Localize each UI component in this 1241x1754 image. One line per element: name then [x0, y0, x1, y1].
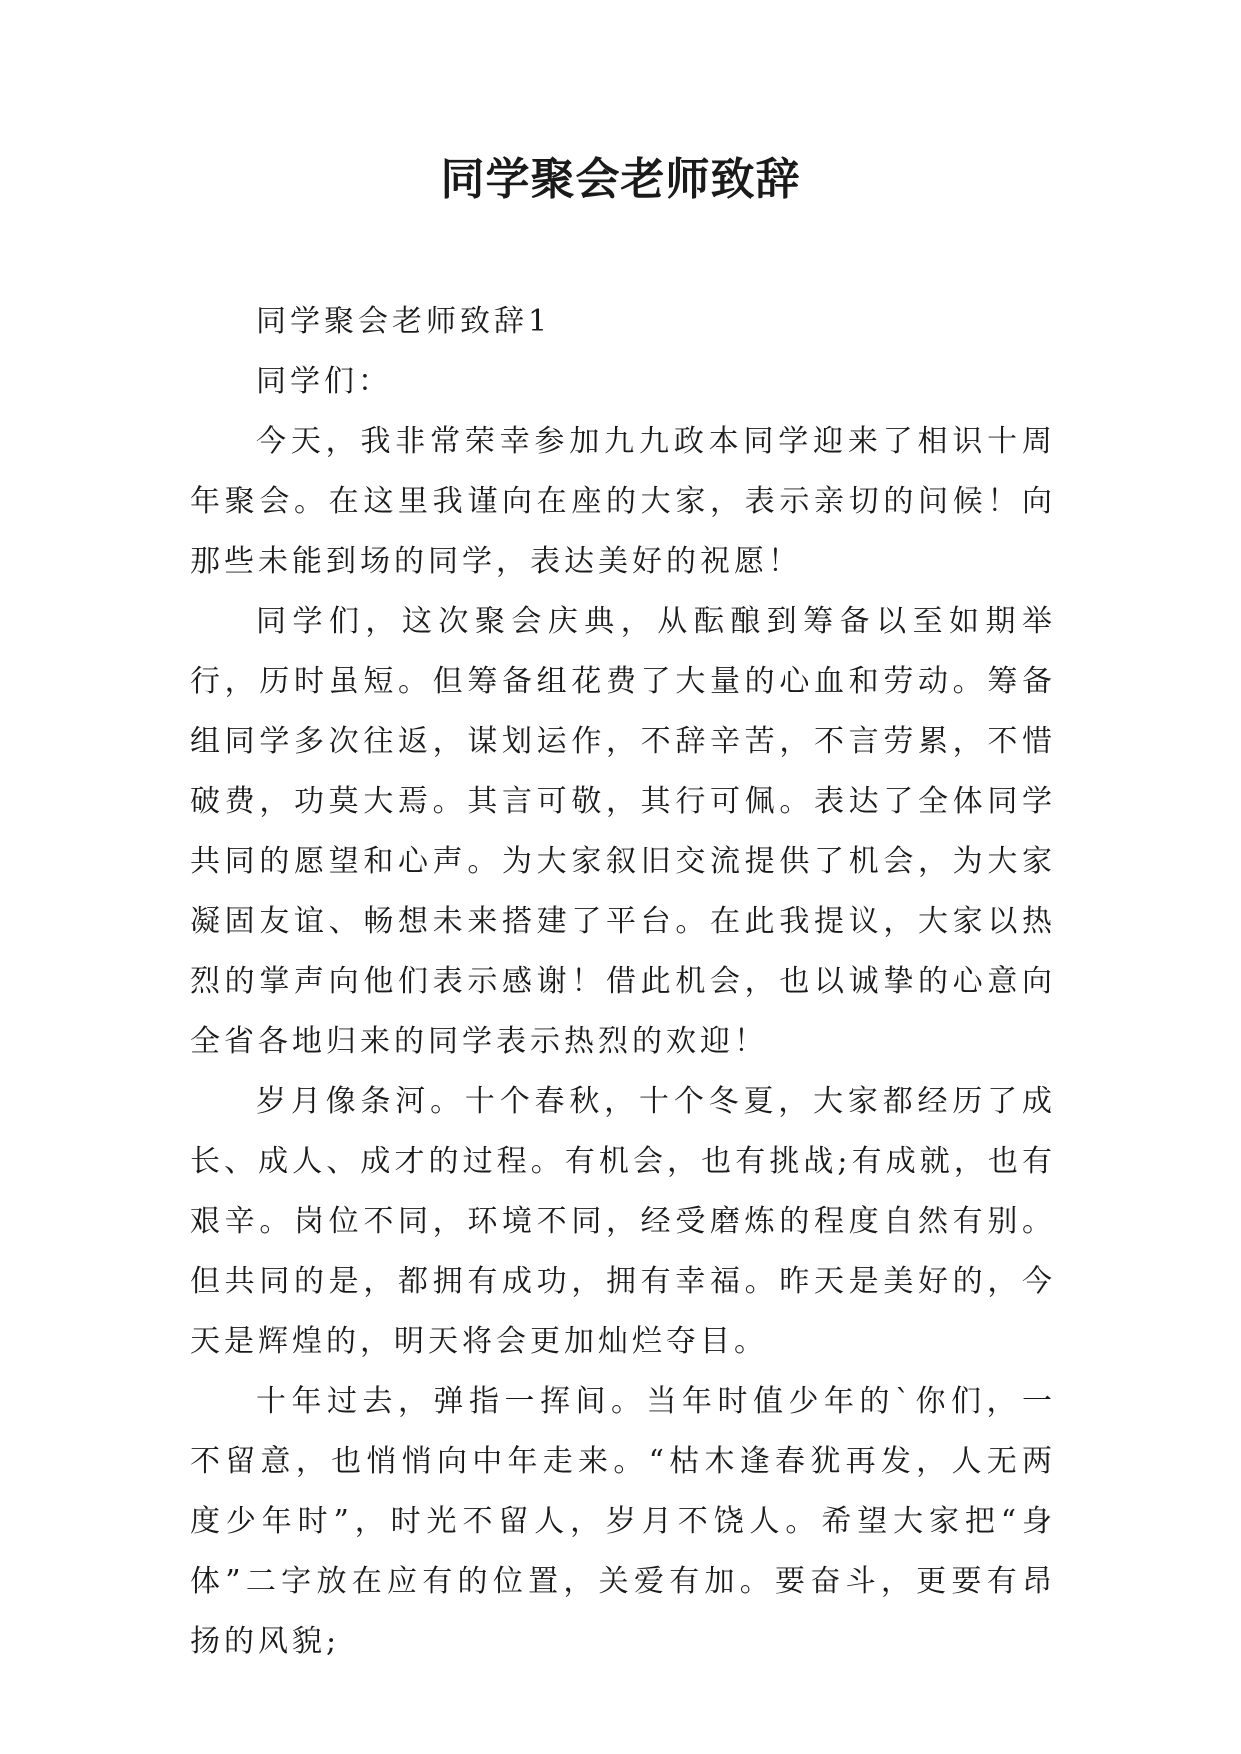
document-title: 同学聚会老师致辞 [440, 154, 801, 205]
paragraph-2: 同学们，这次聚会庆典，从酝酿到筹备以至如期举行，历时虽短。但筹备组花费了大量的心血和劳动。筹备组同学多次往返，谋划运作，不辞辛苦，不言劳累，不惜破费，功莫大焉。其言可敬，其行可佩。表达了全体同学共同的愿望和心声。为大家叙旧交流提供了机会，为大家凝固友谊、畅想未来搭建了平台。在此我提议，大家以热烈的掌声向他们表示感谢！借此机会，也以诚挚的心意向全省各地归来的同学表示热烈的欢迎！ [190, 604, 1056, 1059]
section-heading: 同学聚会老师致辞1 [256, 304, 552, 339]
greeting-line: 同学们： [256, 364, 392, 399]
paragraph-1: 今天，我非常荣幸参加九九政本同学迎来了相识十周年聚会。在这里我谨向在座的大家，表示亲切的问候！向那些未能到场的同学，表达美好的祝愿！ [190, 424, 1056, 579]
document-body [190, 292, 1056, 1672]
paragraph-4: 十年过去，弹指一挥间。当年时值少年的`你们，一不留意，也悄悄向中年走来。“枯木逢春犹再发，人无两度少年时”，时光不留人，岁月不饶人。希望大家把“身体”二字放在应有的位置，关爱有加。要奋斗，更要有昂扬的风貌; [190, 1384, 1056, 1659]
paragraph-3: 岁月像条河。十个春秋，十个冬夏，大家都经历了成长、成人、成才的过程。有机会，也有挑战;有成就，也有艰辛。岗位不同，环境不同，经受磨炼的程度自然有别。但共同的是，都拥有成功，拥有幸福。昨天是美好的，今天是辉煌的，明天将会更加灿烂夺目。 [190, 1084, 1056, 1359]
